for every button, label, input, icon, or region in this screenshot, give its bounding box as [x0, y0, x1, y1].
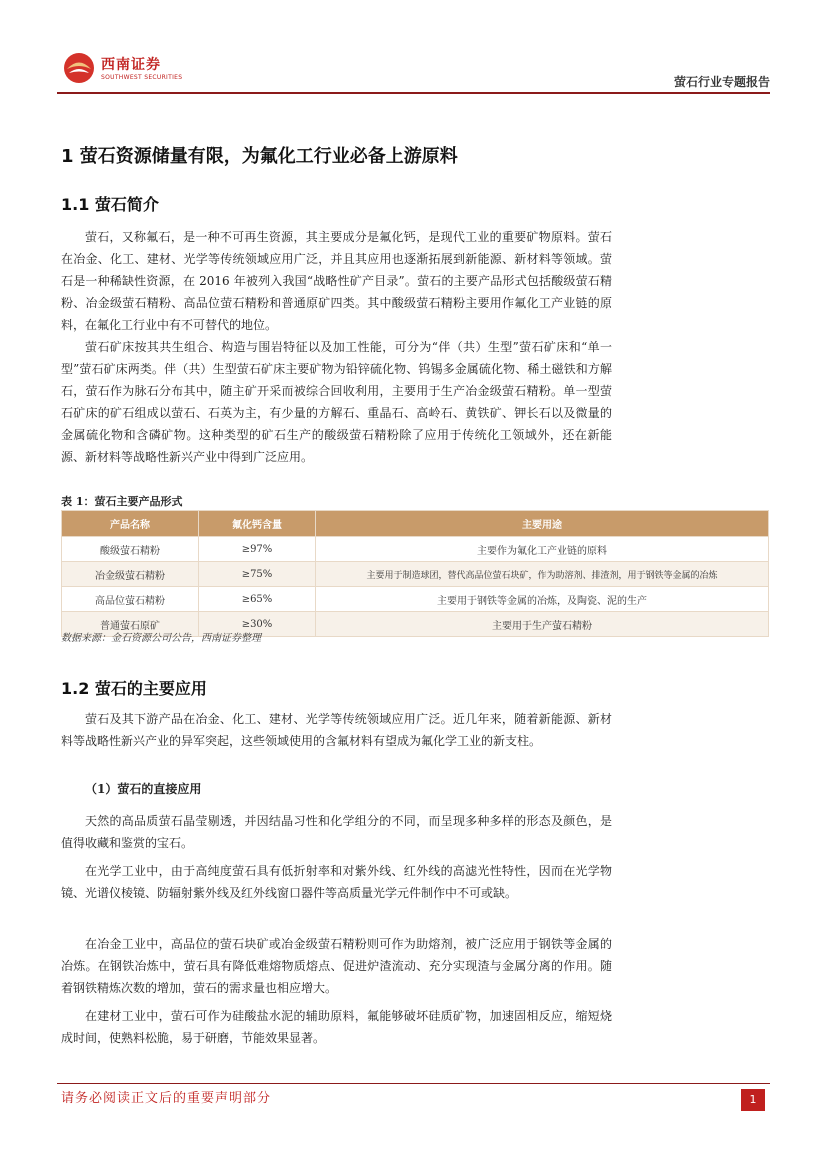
page-number: 1 — [741, 1089, 765, 1111]
report-title: 萤石行业专题报告 — [673, 75, 770, 89]
table-cell: ≥65% — [199, 587, 316, 612]
metallurgy-paragraph: 在冶金工业中，高品位的萤石块矿或冶金级萤石精粉则可作为助熔剂，被广泛应用于钢铁等金属的冶炼。在钢铁冶炼中，萤石具有降低难熔物质熔点、促进炉渣流动、充分实现渣与金属分离的作用。随着钢铁精炼次数的增加，萤石的需求量也相应增大。 — [61, 937, 612, 995]
logo-mark-icon — [63, 52, 95, 84]
product-forms-table — [61, 510, 769, 637]
table-cell: ≥75% — [199, 562, 316, 587]
header-divider — [57, 92, 770, 94]
optical-paragraph: 在光学工业中，由于高纯度萤石具有低折射率和对紫外线、红外线的高滤光性特性，因而在光学物镜、光谱仪棱镜、防辐射紫外线及红外线窗口器件等高质量光学元件制作中不可或缺。 — [61, 864, 612, 900]
intro-paragraph-2: 萤石矿床按其共生组合、构造与围岩特征以及加工性能，可分为“伴（共）生型”萤石矿床和“单一型”萤石矿床两类。伴（共）生型萤石矿床主要矿物为铅锌硫化物、钨锡多金属硫化物、稀土磁铁和方解石，萤石作为脉石分布其中，随主矿开采而被综合回收利用，主要用于生产冶金级萤石精粉。单一型萤石矿床的矿石组成以萤石、石英为主，有少量的方解石、重晶石、高岭石、黄铁矿、钾长石以及微量的金属硫化物和含磷矿物。这种类型的矿石生产的酸级萤石精粉除了应用于传统化工领域外，还在新能源、新材料等战略性新兴产业中得到广泛应用。 — [61, 340, 612, 464]
table-row — [62, 587, 769, 612]
logo-english-name: SOUTHWEST SECURITIES — [101, 74, 183, 81]
table-caption: 表 1：萤石主要产品形式 — [61, 495, 183, 508]
page-header — [57, 45, 770, 93]
table-cell: ≥97% — [199, 537, 316, 562]
building-materials-paragraph: 在建材工业中，萤石可作为硅酸盐水泥的辅助原料，氟能够破坏硅质矿物，加速固相反应，缩短烧成时间，使熟料松脆，易于研磨，节能效果显著。 — [61, 1009, 612, 1045]
section-1-1-heading: 1.1 萤石简介 — [61, 195, 159, 214]
table-cell: 主要用于钢铁等金属的冶炼，及陶瓷、泥的生产 — [316, 587, 769, 612]
footer-divider — [57, 1083, 770, 1084]
section-1-2-heading: 1.2 萤石的主要应用 — [61, 679, 207, 698]
table-cell: 冶金级萤石精粉 — [62, 562, 199, 587]
table-cell: ≥30% — [199, 612, 316, 637]
table-header-cell: 产品名称 — [62, 511, 199, 537]
table-row — [62, 537, 769, 562]
section-1-heading: 1 萤石资源储量有限，为氟化工行业必备上游原料 — [61, 146, 458, 167]
intro-paragraph-1: 萤石，又称氟石，是一种不可再生资源，其主要成分是氟化钙，是现代工业的重要矿物原料。萤石在冶金、化工、建材、光学等传统领域应用广泛，并且其应用也逐渐拓展到新能源、新材料等领域。萤石是一种稀缺性资源，在 2016 年被列入我国“战略性矿产目录”。萤石的主要产品形式包括酸级萤石精粉、冶金级萤石精粉、高品位萤石精粉和普通原矿四类。其中酸级萤石精粉主要用作氟化工产业链的原料，在氟化工行业中有不可替代的地位。 — [61, 230, 612, 332]
table-header-row — [62, 511, 769, 537]
disclaimer-note: 请务必阅读正文后的重要声明部分 — [61, 1091, 272, 1106]
table-cell: 主要作为氟化工产业链的原料 — [316, 537, 769, 562]
table-cell: 高品位萤石精粉 — [62, 587, 199, 612]
table-header-cell: 氟化钙含量 — [199, 511, 316, 537]
table-cell: 主要用于生产萤石精粉 — [316, 612, 769, 637]
direct-application-subheading: （1）萤石的直接应用 — [85, 782, 202, 796]
table-source: 数据来源：金石资源公司公告，西南证券整理 — [61, 633, 261, 644]
table-cell: 普通萤石原矿 — [62, 612, 199, 637]
table-cell: 酸级萤石精粉 — [62, 537, 199, 562]
table-row — [62, 562, 769, 587]
table-header-cell: 主要用途 — [316, 511, 769, 537]
logo-chinese-name: 西南证券 — [101, 57, 161, 73]
gemstone-paragraph: 天然的高品质萤石晶莹剔透，并因结晶习性和化学组分的不同，而呈现多种多样的形态及颜色，是值得收藏和鉴赏的宝石。 — [61, 814, 612, 850]
company-logo — [63, 49, 183, 89]
applications-paragraph-1: 萤石及其下游产品在冶金、化工、建材、光学等传统领域应用广泛。近几年来，随着新能源、新材料等战略性新兴产业的异军突起，这些领域使用的含氟材料有望成为氟化学工业的新支柱。 — [61, 712, 612, 748]
table-cell: 主要用于制造球团，替代高品位萤石块矿，作为助溶剂、排渣剂，用于钢铁等金属的冶炼 — [316, 562, 769, 587]
